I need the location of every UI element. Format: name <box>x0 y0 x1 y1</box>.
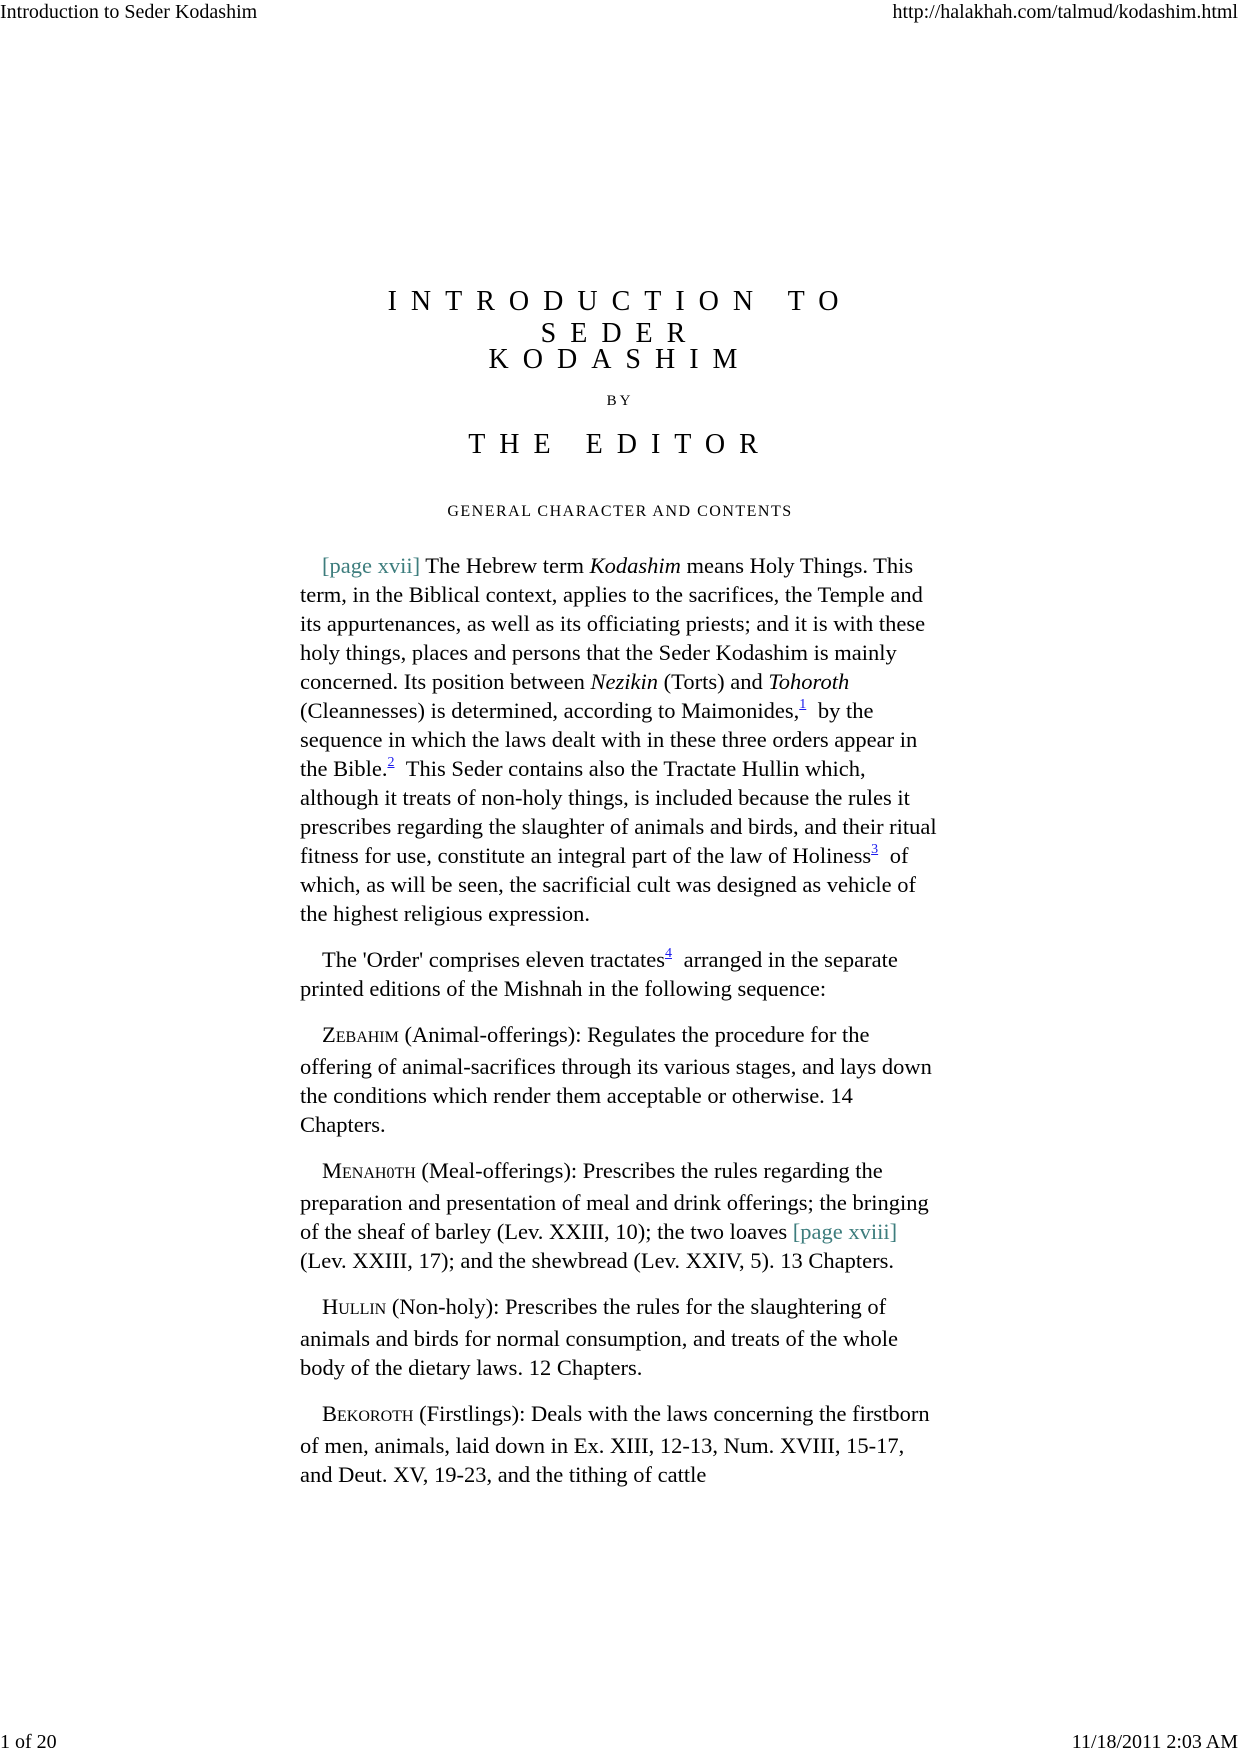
tractate-initial: B <box>322 1401 338 1426</box>
footnote-link-3[interactable]: 3 <box>871 842 879 857</box>
italic-term: Nezikin <box>590 669 659 694</box>
print-header-title: Introduction to Seder Kodashim <box>0 1 258 23</box>
tractate-description: (Non-holy): Prescribes the rules for the slaughtering of animals and birds for normal consumption, and treats of the whole body of the dietary laws. 12 Chapters. <box>300 1294 898 1380</box>
footnote-link-4[interactable]: 4 <box>664 946 672 961</box>
tractate-description: (Meal-offerings): Prescribes the rules regarding the preparation and presentation of meal and drink offerings; the bringing of the sheaf of barley (Lev. XXIII, 10); the two loaves <box>300 1158 929 1244</box>
tractate-description: (Firstlings): Deals with the laws concerning the firstborn of men, animals, laid down in Ex. XIII, 12-13, Num. XVIII, 15-17, and Deut. XV, 19-23, and the tithing of cattle <box>300 1401 930 1487</box>
tractate-bekoroth <box>300 1399 940 1489</box>
print-footer-page-count: 1 of 20 <box>0 1731 57 1753</box>
text-run: The 'Order' comprises eleven tractates <box>322 947 665 972</box>
text-run: of which, as will be seen, the sacrificial cult was designed as vehicle of the highest religious expression. <box>300 843 917 926</box>
byline-by: BY <box>606 393 634 409</box>
paragraph-order <box>300 945 940 1003</box>
text-run: (Cleannesses) is determined, according to Maimonides, <box>300 698 800 723</box>
tractate-description: (Lev. XXIII, 17); and the shewbread (Lev. XXIV, 5). 13 Chapters. <box>300 1248 894 1273</box>
text-run: by the sequence in which the laws dealt with in these three orders appear in the Bible. <box>300 698 918 781</box>
tractate-menahoth <box>300 1156 940 1275</box>
text-run: (Torts) and <box>658 669 769 694</box>
tractate-name-rest: ULLIN <box>338 1301 387 1318</box>
footnote-link-2[interactable]: 2 <box>387 755 395 770</box>
tractate-initial: M <box>322 1158 343 1183</box>
print-header-url: http://halakhah.com/talmud/kodashim.html <box>892 1 1238 23</box>
article-body <box>300 551 940 1506</box>
text-run: arranged in the separate printed editions of the Mishnah in the following sequence: <box>300 947 898 1001</box>
section-heading: GENERAL CHARACTER AND CONTENTS <box>447 503 793 520</box>
author-name: THE EDITOR <box>468 429 772 460</box>
tractate-name-rest: EBAHIM <box>335 1029 399 1046</box>
italic-term: Tohoroth <box>768 669 850 694</box>
tractate-name-rest: ENAH0TH <box>342 1165 416 1182</box>
tractate-zebahim <box>300 1020 940 1139</box>
tractate-initial: Z <box>322 1022 336 1047</box>
text-run: means Holy Things. This term, in the Biblical context, applies to the sacrifices, the Temple and its appurtenances, as well as its officiating priests; and it is with these holy things, places and persons that the Seder Kodashim is mainly concerned. Its position between <box>300 553 926 694</box>
print-footer-timestamp: 11/18/2011 2:03 AM <box>1071 1731 1238 1753</box>
footnote-link-1[interactable]: 1 <box>799 697 807 712</box>
page-marker[interactable]: [page xvii] <box>322 553 421 578</box>
italic-term: Kodashim <box>589 553 681 578</box>
tractate-name-rest: EKOROTH <box>337 1408 414 1425</box>
tractate-hullin <box>300 1292 940 1382</box>
text-run: The Hebrew term <box>420 553 590 578</box>
document-title-line2: KODASHIM <box>488 344 752 375</box>
paragraph-intro <box>300 551 940 928</box>
page-marker[interactable]: [page xviii] <box>792 1219 898 1244</box>
tractate-description: (Animal-offerings): Regulates the procedure for the offering of animal-sacrifices through its various stages, and lays down the conditions which render them acceptable or otherwise. 14 Chapters. <box>300 1022 932 1137</box>
tractate-initial: H <box>322 1294 339 1319</box>
document-title-line1: INTRODUCTION TO SEDER <box>387 286 853 349</box>
text-run: This Seder contains also the Tractate Hullin which, although it treats of non-holy things, is included because the rules it prescribes regarding the slaughter of animals and birds, and their ritual fitness for use, constitute an integral part of the law of Holiness <box>300 756 937 868</box>
